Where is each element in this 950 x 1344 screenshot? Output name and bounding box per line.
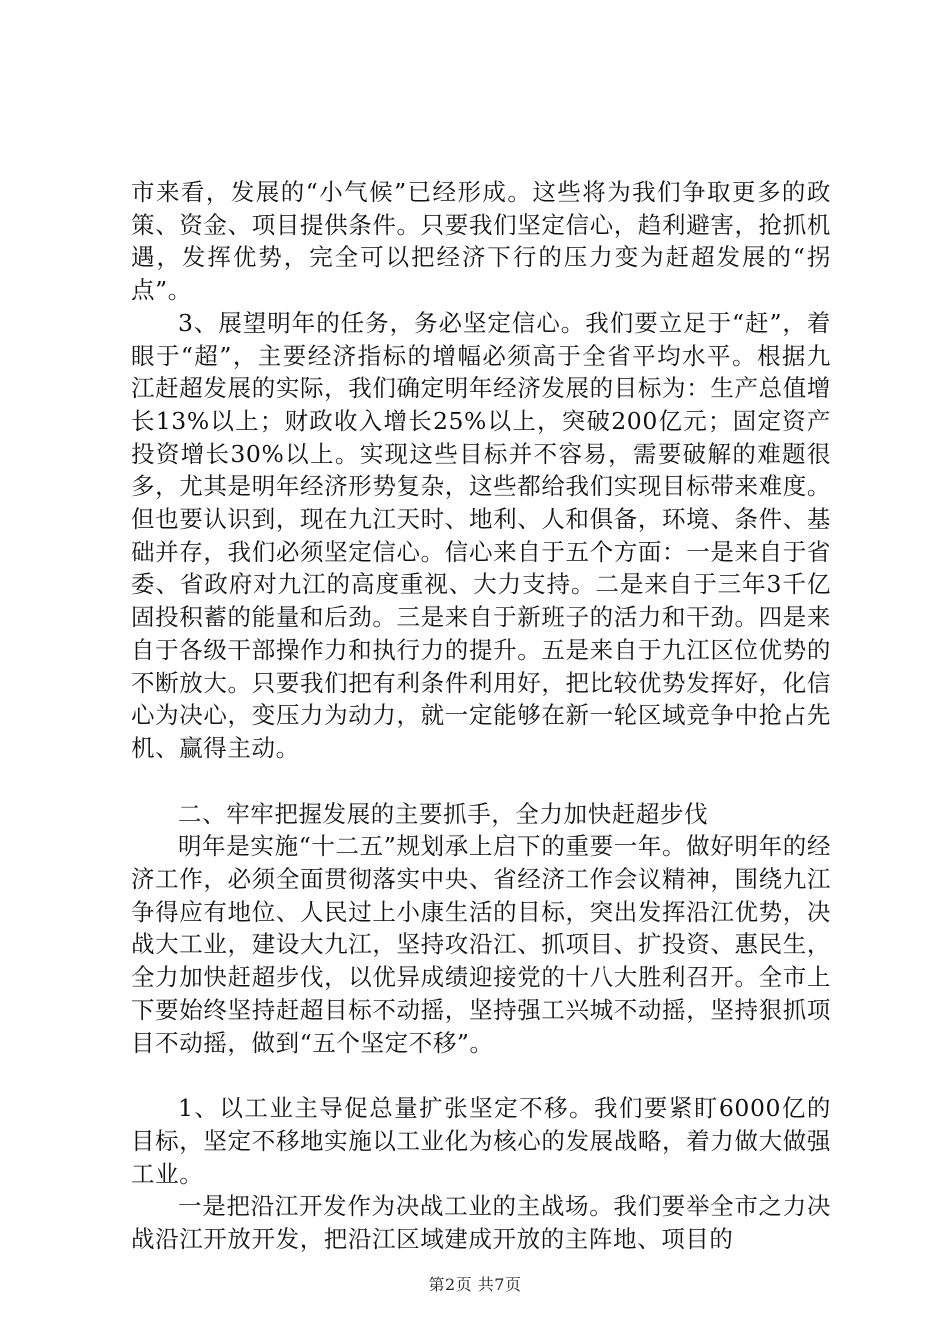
- paragraph-gap: [131, 1059, 831, 1092]
- page-footer: 第2页 共7页: [428, 1275, 522, 1294]
- paragraph-confidence-goals: 3、展望明年的任务，务必坚定信心。我们要立足于“赶”，着眼于“超”，主要经济指标的增幅必须高于全省平均水平。根据九江赶超发展的实际，我们确定明年经济发展的目标为：生产总值增长13%以上；财政收入增长25%以上，突破200亿元；固定资产投资增长30%以上。实现这些目标并不容易，需要破解的难题很多，尤其是明年经济形势复杂，这些都给我们实现目标带来难度。但也要认识到，现在九江天时、地利、人和俱备，环境、条件、基础并存，我们必须坚定信心。信心来自于五个方面：一是来自于省委、省政府对九江的高度重视、大力支持。二是来自于三年3千亿固投积蓄的能量和后劲。三是来自于新班子的活力和干劲。四是来自于各级干部操作力和执行力的提升。五是来自于九江区位优势的不断放大。只要我们把有利条件利用好，把比较优势发挥好，化信心为决心，变压力为动力，就一定能够在新一轮区域竞争中抢占先机、赢得主动。: [131, 308, 831, 762]
- paragraph-continuation: 市来看，发展的“小气候”已经形成。这些将为我们争取更多的政策、资金、项目提供条件。只要我们坚定信心，趋利避害，抢抓机遇，发挥优势，完全可以把经济下行的压力变为赶超发展的“拐点”。: [131, 178, 831, 305]
- paragraph-gap: [131, 765, 831, 798]
- document-body: [131, 176, 831, 1256]
- paragraph-riverside-development: 一是把沿江开发作为决战工业的主战场。我们要举全市之力决战沿江开放开发，把沿江区域建成开放的主阵地、项目的: [131, 1192, 831, 1254]
- paragraph-next-year: 明年是实施“十二五”规划承上启下的重要一年。做好明年的经济工作，必须全面贯彻落实中央、省经济工作会议精神，围绕九江争得应有地位、人民过上小康生活的目标，突出发挥沿江优势，决战大工业，建设大九江，坚持攻沿江、抓项目、扩投资、惠民生，全力加快赶超步伐，以优异成绩迎接党的十八大胜利召开。全市上下要始终坚持赶超目标不动摇，坚持强工兴城不动摇，坚持狠抓项目不动摇，做到“五个坚定不移”。: [131, 832, 831, 1057]
- paragraph-industry-goal: 1、以工业主导促总量扩张坚定不移。我们要紧盯6000亿的目标，坚定不移地实施以工业化为核心的发展战略，着力做大做强工业。: [131, 1094, 831, 1188]
- section-heading: 二、牢牢把握发展的主要抓手，全力加快赶超步伐: [178, 799, 709, 828]
